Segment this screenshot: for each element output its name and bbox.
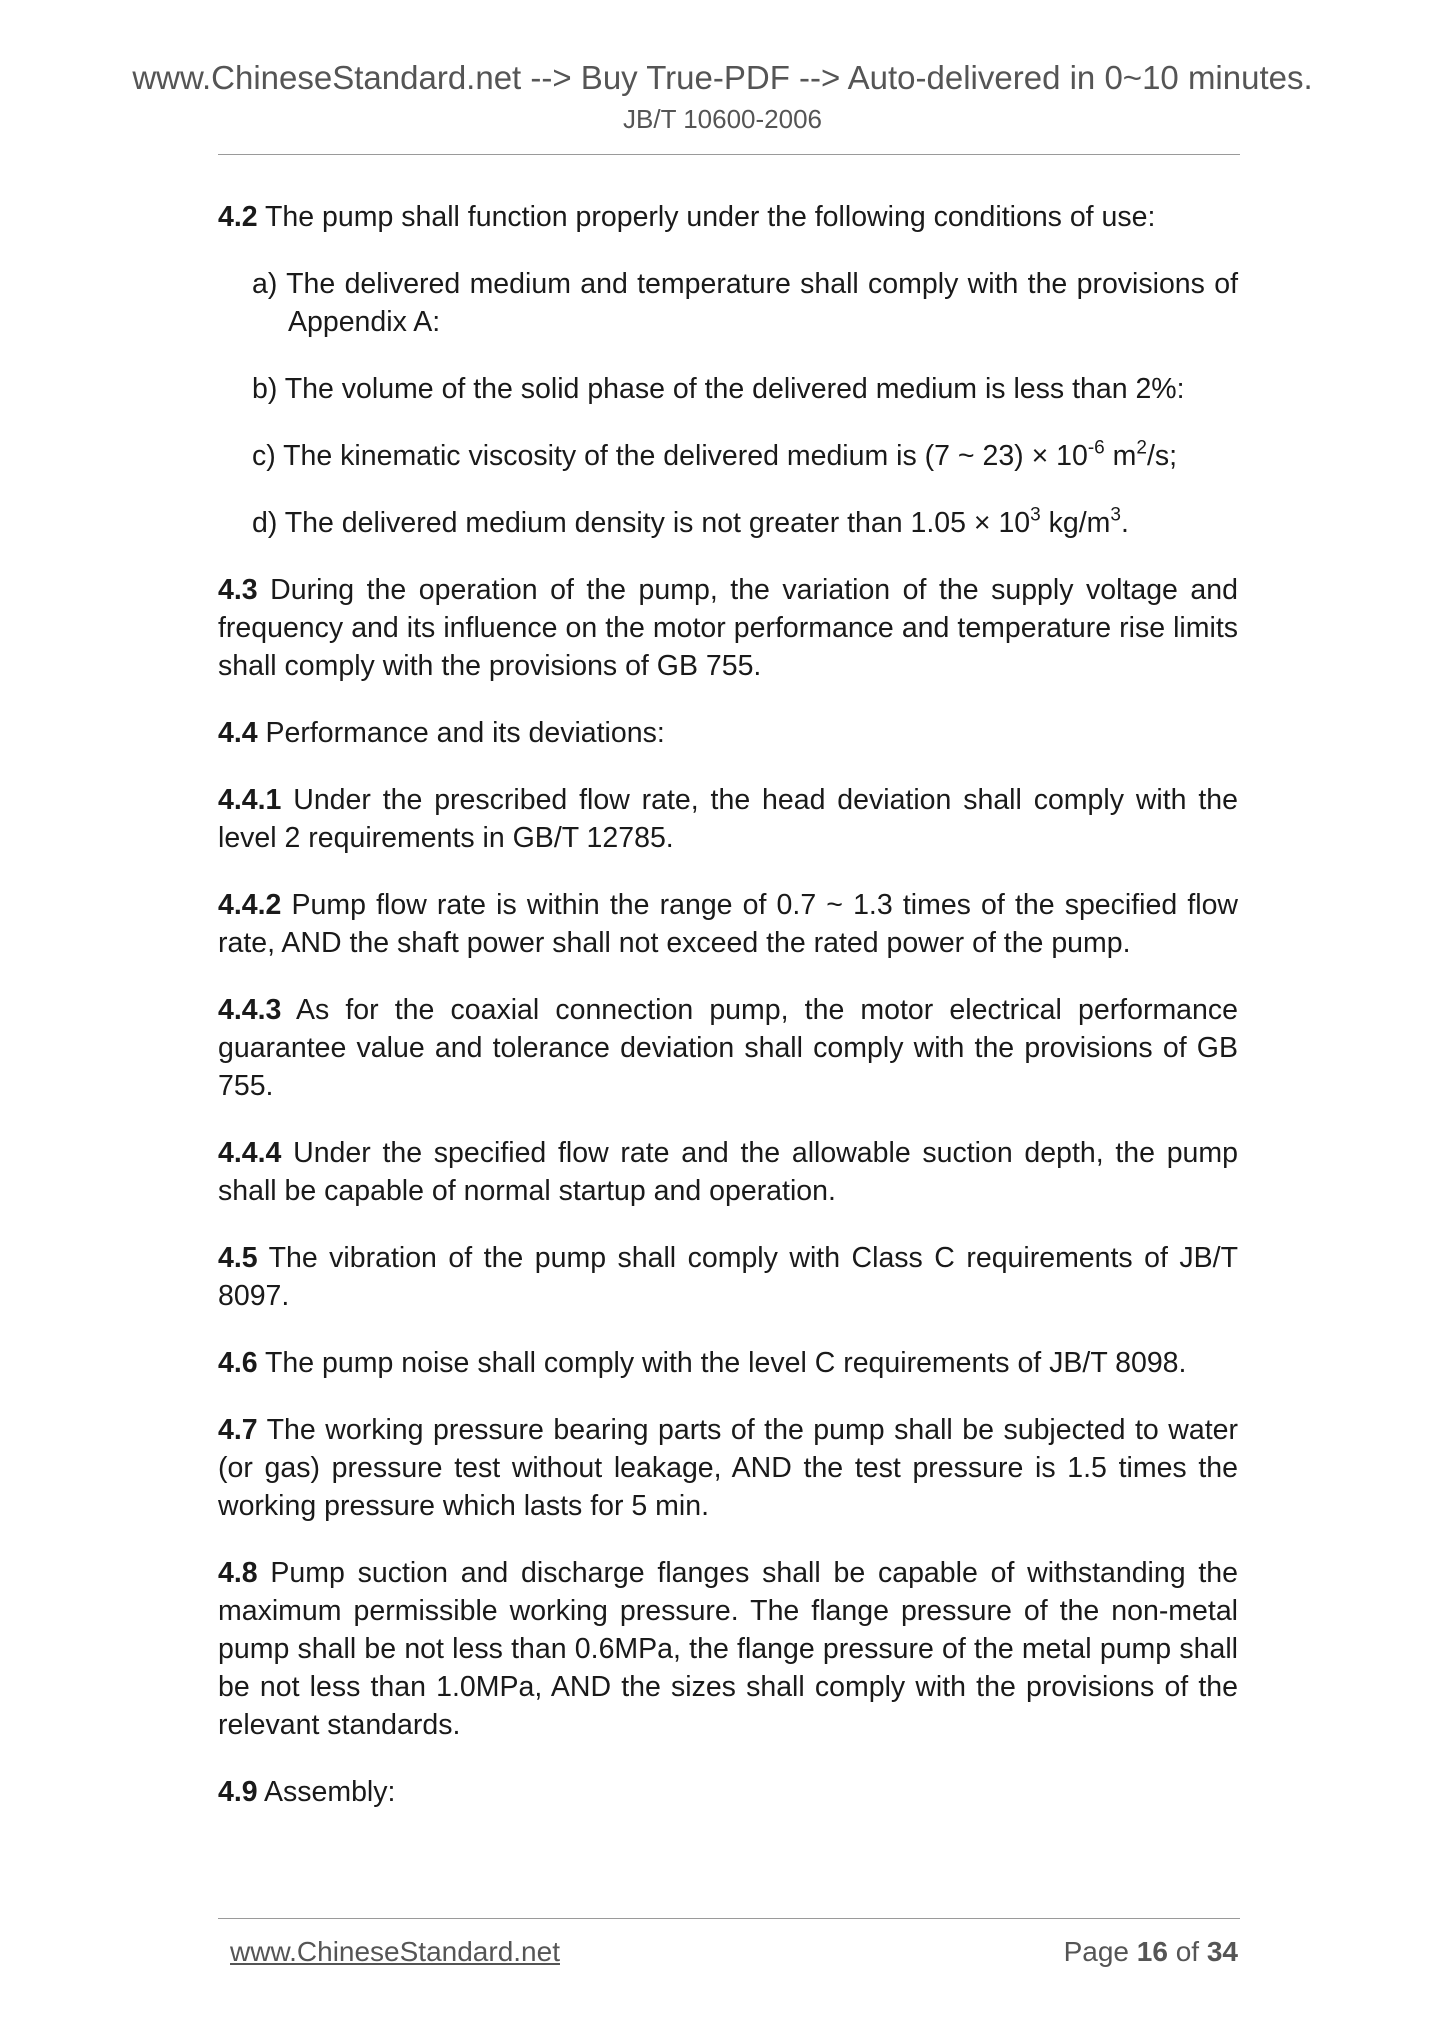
clause-text: During the operation of the pump, the variation of the supply voltage and frequency and its influence on the motor performance and temperature rise limits shall comply with the provisions of GB 755. bbox=[218, 574, 1238, 682]
clause-number: 4.4 bbox=[218, 717, 258, 749]
superscript: -6 bbox=[1087, 437, 1105, 459]
clause-4-7 bbox=[218, 1411, 1238, 1525]
list-item-b: b) The volume of the solid phase of the delivered medium is less than 2%: bbox=[252, 373, 1185, 405]
clause-number: 4.9 bbox=[218, 1776, 258, 1808]
clause-text: As for the coaxial connection pump, the motor electrical performance guarantee value and tolerance deviation shall comply with the provisions of GB 755. bbox=[218, 994, 1238, 1102]
clause-text: Under the specified flow rate and the allowable suction depth, the pump shall be capable of normal startup and operation. bbox=[218, 1137, 1238, 1207]
clause-4-5 bbox=[218, 1239, 1238, 1315]
clause-4-9 bbox=[218, 1773, 1238, 1811]
clause-text: Assembly: bbox=[257, 1776, 396, 1808]
clause-4-4-2 bbox=[218, 886, 1238, 962]
clause-text: Pump flow rate is within the range of 0.7 ~ 1.3 times of the specified flow rate, AND the shaft power shall not exceed the rated power of the pump. bbox=[218, 889, 1238, 959]
clause-4-4-3 bbox=[218, 991, 1238, 1105]
clause-text: Under the prescribed flow rate, the head deviation shall comply with the level 2 requirements in GB/T 12785. bbox=[218, 784, 1238, 854]
list-item-d bbox=[218, 504, 1238, 542]
superscript: 3 bbox=[1110, 504, 1121, 526]
item-text: . bbox=[1121, 507, 1129, 539]
item-text: c) The kinematic viscosity of the delivered medium is (7 ~ 23) × 10 bbox=[252, 440, 1088, 472]
footer-website-link[interactable]: www.ChineseStandard.net bbox=[230, 1936, 560, 1967]
clause-4-4-1 bbox=[218, 781, 1238, 857]
header-banner: www.ChineseStandard.net --> Buy True-PDF --> Auto-delivered in 0~10 minutes. bbox=[132, 59, 1313, 96]
clause-text: The vibration of the pump shall comply with Class C requirements of JB/T 8097. bbox=[218, 1242, 1238, 1312]
footer-rule bbox=[218, 1918, 1240, 1919]
superscript: 3 bbox=[1030, 504, 1041, 526]
clause-number: 4.4.3 bbox=[218, 994, 282, 1026]
superscript: 2 bbox=[1136, 437, 1147, 459]
clause-text: Pump suction and discharge flanges shall be capable of withstanding the maximum permissible working pressure. The flange pressure of the non-metal pump shall be not less than 0.6MPa, the flange pressure of the metal pump shall be not less than 1.0MPa, AND the sizes shall comply with the provisions of the relevant standards. bbox=[218, 1557, 1238, 1741]
clause-text: Performance and its deviations: bbox=[257, 717, 665, 749]
header-rule bbox=[218, 154, 1240, 155]
clause-number: 4.5 bbox=[218, 1242, 258, 1274]
clause-4-6 bbox=[218, 1344, 1238, 1382]
page-word: Page bbox=[1063, 1936, 1137, 1967]
header-doc-id: JB/T 10600-2006 bbox=[623, 104, 822, 134]
item-text: kg/m bbox=[1040, 507, 1111, 539]
clause-number: 4.2 bbox=[218, 201, 258, 233]
clause-4-3 bbox=[218, 571, 1238, 685]
page-counter bbox=[1064, 1936, 1238, 1968]
clause-number: 4.4.2 bbox=[218, 889, 282, 921]
page-number: 16 bbox=[1136, 1936, 1168, 1967]
clause-number: 4.6 bbox=[218, 1347, 258, 1379]
clause-number: 4.8 bbox=[218, 1557, 258, 1589]
clause-text: The working pressure bearing parts of the pump shall be subjected to water (or gas) pressure test without leakage, AND the test pressure is 1.5 times the working pressure which lasts for 5 min. bbox=[218, 1414, 1238, 1522]
clause-text: The pump noise shall comply with the level C requirements of JB/T 8098. bbox=[257, 1347, 1187, 1379]
clause-text: The pump shall function properly under the following conditions of use: bbox=[257, 201, 1156, 233]
page-total: 34 bbox=[1206, 1936, 1238, 1967]
clause-number: 4.7 bbox=[218, 1414, 258, 1446]
clause-4-8 bbox=[218, 1554, 1238, 1744]
clause-number: 4.4.1 bbox=[218, 784, 282, 816]
item-text: m bbox=[1104, 440, 1137, 472]
document-body bbox=[218, 198, 1238, 1840]
item-text: d) The delivered medium density is not greater than 1.05 × 10 bbox=[252, 507, 1031, 539]
clause-4-2 bbox=[218, 198, 1238, 236]
item-text: /s; bbox=[1147, 440, 1178, 472]
list-item-c bbox=[218, 437, 1238, 475]
clause-4-4 bbox=[218, 714, 1238, 752]
clause-4-4-4 bbox=[218, 1134, 1238, 1210]
of-word: of bbox=[1167, 1936, 1207, 1967]
clause-number: 4.3 bbox=[218, 574, 258, 606]
clause-number: 4.4.4 bbox=[218, 1137, 282, 1169]
list-item-a: a) The delivered medium and temperature shall comply with the provisions of Appendix A: bbox=[252, 268, 1238, 338]
